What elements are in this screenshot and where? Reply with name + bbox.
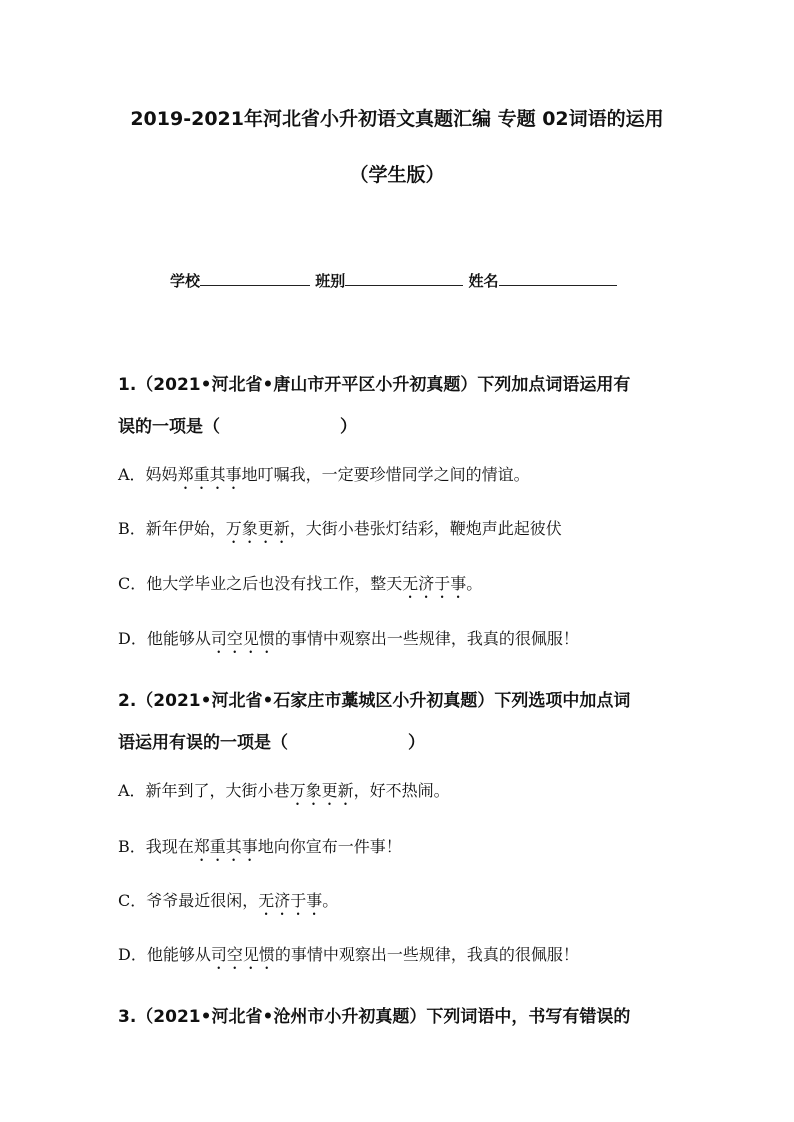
- dotted-word: 郑重其事: [177, 465, 242, 484]
- question-1-option-c: C．他大学毕业之后也没有找工作，整天无济于事。: [118, 574, 483, 593]
- document-subtitle: （学生版）: [349, 164, 445, 186]
- question-1-option-d: D．他能够从司空见惯的事情中观察出一些规律，我真的很佩服！: [118, 629, 579, 648]
- question-2-option-b: B．我现在郑重其事地向你宣布一件事！: [118, 837, 402, 856]
- class-blank[interactable]: [345, 271, 463, 286]
- question-2-option-d: D．他能够从司空见惯的事情中观察出一些规律，我真的很佩服！: [118, 945, 579, 964]
- question-1-stem-cont: 误的一项是（ ）: [118, 417, 357, 437]
- school-blank[interactable]: [200, 271, 310, 286]
- dotted-word: 司空见惯: [210, 629, 275, 648]
- name-blank[interactable]: [499, 271, 617, 286]
- question-2-option-a: A．新年到了，大街小巷万象更新，好不热闹。: [118, 781, 450, 800]
- dotted-word: 万象更新: [289, 781, 354, 800]
- question-3-stem: 3.（2021•河北省•沧州市小升初真题）下列词语中，书写有错误的: [118, 1007, 631, 1027]
- dotted-word: 司空见惯: [210, 945, 275, 964]
- dotted-word: 无济于事: [258, 891, 323, 910]
- question-1-stem: 1.（2021•河北省•唐山市开平区小升初真题）下列加点词语运用有: [118, 375, 631, 395]
- document-title: 2019-2021年河北省小升初语文真题汇编 专题 02词语的运用: [130, 108, 664, 130]
- student-info-line: [170, 270, 617, 291]
- name-label: 姓名: [468, 272, 499, 290]
- question-1-option-b: B．新年伊始，万象更新，大街小巷张灯结彩，鞭炮声此起彼伏: [118, 519, 562, 538]
- dotted-word: 万象更新: [225, 519, 290, 538]
- question-2-stem-cont: 语运用有误的一项是（ ）: [118, 733, 425, 753]
- school-label: 学校: [170, 272, 201, 290]
- dotted-word: 郑重其事: [193, 837, 258, 856]
- class-label: 班别: [315, 272, 346, 290]
- question-1-option-a: A．妈妈郑重其事地叮嘱我，一定要珍惜同学之间的情谊。: [118, 465, 530, 484]
- question-2-stem: 2.（2021•河北省•石家庄市藁城区小升初真题）下列选项中加点词: [118, 691, 631, 711]
- question-2-option-c: C．爷爷最近很闲，无济于事。: [118, 891, 339, 910]
- dotted-word: 无济于事: [402, 574, 467, 593]
